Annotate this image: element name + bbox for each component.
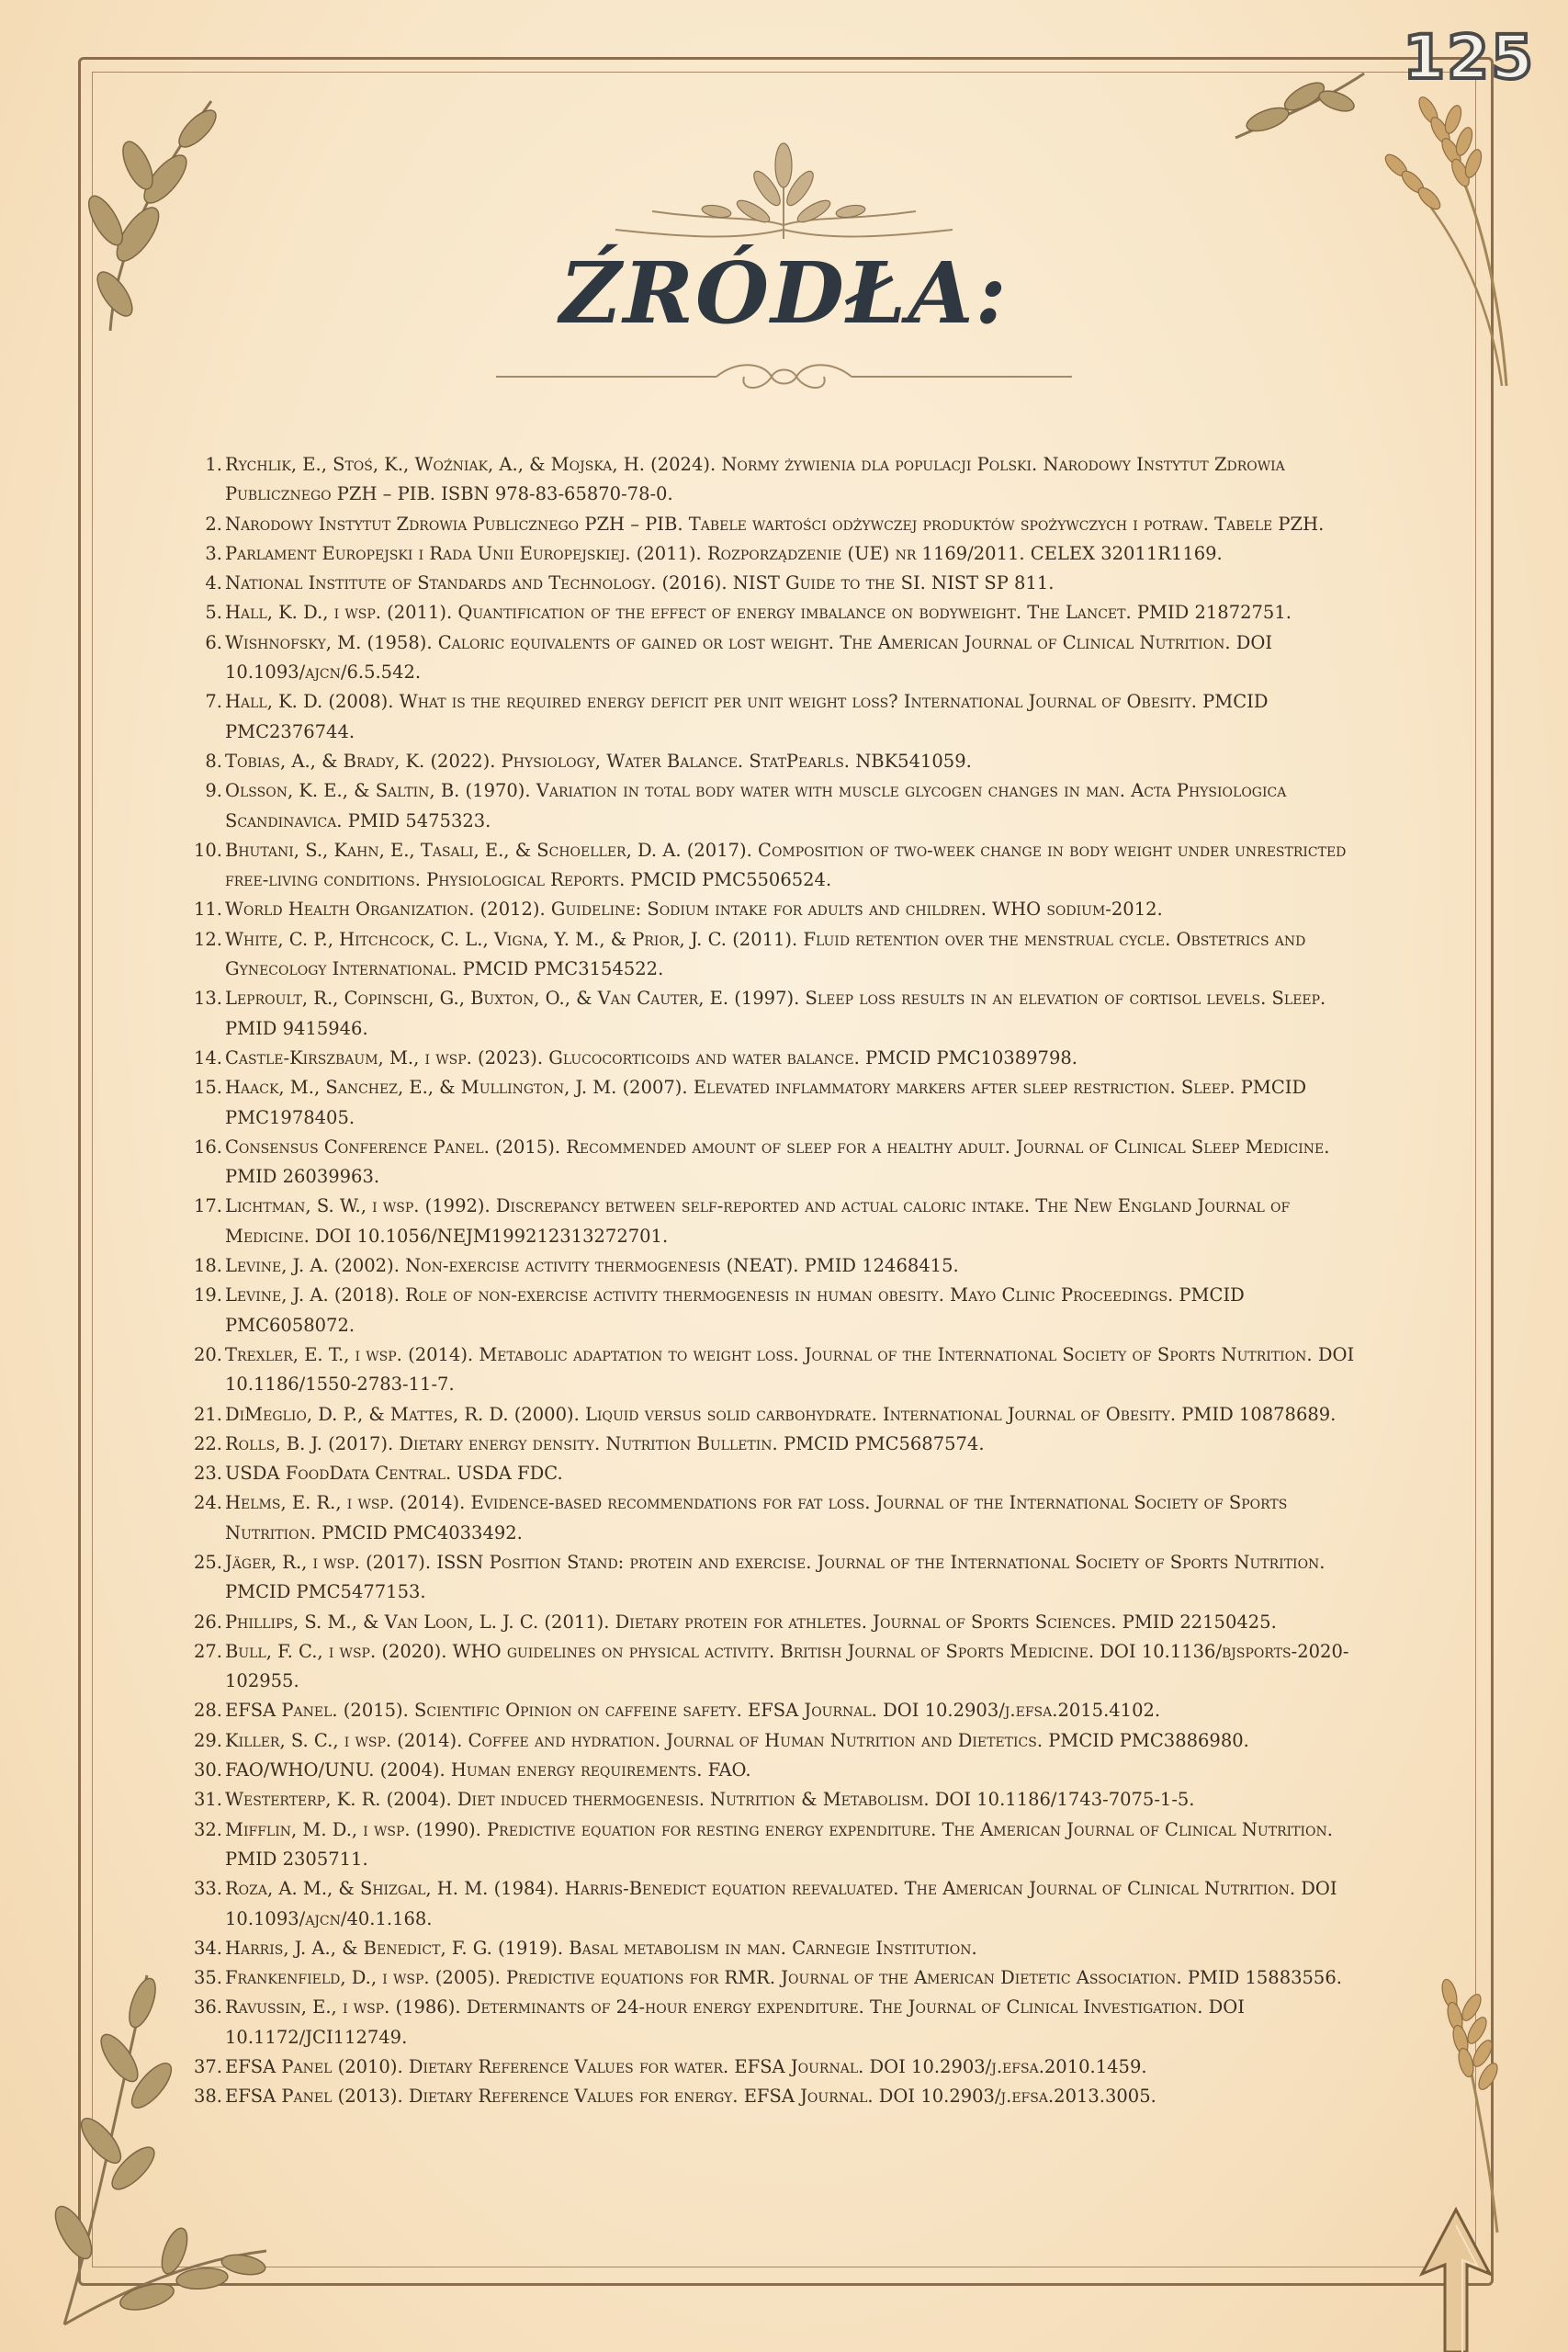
reference-number: 7. [205,691,222,713]
reference-item [184,776,1378,836]
reference-number: 5. [205,602,222,624]
reference-text: Westerterp, K. R. (2004). Diet induced thermogenesis. Nutrition & Metabolism. DOI 10.1186/1743-7075-1-5. [225,1789,1195,1811]
reference-item [184,1073,1378,1133]
reference-item [184,1934,1378,1963]
reference-item [184,895,1378,924]
reference-number: 24. [193,1492,222,1514]
reference-item [184,1281,1378,1340]
reference-number: 33. [193,1878,222,1900]
reference-text: Olsson, K. E., & Saltin, B. (1970). Variation in total body water with muscle glycogen changes in man. Acta Physiologica Scandinavica. PMID 5475323. [225,780,1287,831]
reference-item [184,984,1378,1044]
reference-item [184,510,1378,539]
reference-text: Tobias, A., & Brady, K. (2022). Physiology, Water Balance. StatPearls. NBK541059. [225,750,972,772]
wheat-top-right-icon [1369,83,1552,395]
reference-item [184,628,1378,688]
reference-item [184,1756,1378,1785]
reference-text: EFSA Panel (2013). Dietary Reference Values for energy. EFSA Journal. DOI 10.2903/j.efsa.2013.3005. [225,2086,1156,2108]
reference-text: Killer, S. C., i wsp. (2014). Coffee and hydration. Journal of Human Nutrition and Dietetics. PMCID PMC3886980. [225,1729,1249,1751]
title-divider-icon [496,356,1072,402]
reference-text: Jäger, R., i wsp. (2017). ISSN Position Stand: protein and exercise. Journal of the International Society of Sports Nutrition. PMCID PMC5477153. [225,1551,1325,1603]
reference-number: 3. [205,542,222,564]
reference-item [184,836,1378,896]
reference-number: 13. [193,988,222,1010]
reference-item [184,1696,1378,1725]
references-list [184,450,1378,2112]
reference-item [184,598,1378,628]
reference-text: Helms, E. R., i wsp. (2014). Evidence-based recommendations for fat loss. Journal of the International Society of Sports Nutrition. PMCID PMC4033492. [225,1492,1288,1544]
reference-text: Hall, K. D. (2008). What is the required energy deficit per unit weight loss? International Journal of Obesity. PMCID PMC2376744. [225,691,1269,742]
reference-item [184,687,1378,747]
reference-number: 32. [193,1818,222,1840]
reference-item [184,1192,1378,1251]
reference-text: White, C. P., Hitchcock, C. L., Vigna, Y. M., & Prior, J. C. (2011). Fluid retention over the menstrual cycle. Obstetrics and Gynecology International. PMCID PMC3154522. [225,928,1306,980]
reference-number: 19. [193,1284,222,1306]
reference-number: 8. [205,750,222,772]
arrow-up-icon[interactable] [1415,2205,1497,2352]
reference-text: Lichtman, S. W., i wsp. (1992). Discrepancy between self-reported and actual caloric intake. The New England Journal of Medicine. DOI 10.1056/NEJM199212313272701. [225,1195,1291,1247]
reference-number: 23. [193,1463,222,1485]
reference-item [184,1637,1378,1697]
reference-text: Wishnofsky, M. (1958). Caloric equivalents of gained or lost weight. The American Journal of Clinical Nutrition. DOI 10.1093/ajcn/6.5.542. [225,631,1273,684]
reference-item [184,569,1378,598]
reference-item [184,747,1378,776]
reference-text: National Institute of Standards and Technology. (2016). NIST Guide to the SI. NIST SP 811. [225,572,1055,594]
reference-number: 15. [193,1077,222,1099]
reference-text: Mifflin, M. D., i wsp. (1990). Predictive equation for resting energy expenditure. The American Journal of Clinical Nutrition. PMID 2305711. [225,1818,1333,1870]
reference-number: 9. [205,780,222,802]
reference-item [184,1726,1378,1756]
reference-item [184,1044,1378,1073]
reference-text: Levine, J. A. (2002). Non-exercise activity thermogenesis (NEAT). PMID 12468415. [225,1255,959,1277]
reference-text: Haack, M., Sanchez, E., & Mullington, J. M. (2007). Elevated inflammatory markers after sleep restriction. Sleep. PMCID PMC1978405. [225,1077,1307,1128]
reference-item [184,1993,1378,2052]
reference-item [184,1340,1378,1400]
reference-number: 1. [205,454,222,475]
wheat-bottom-right-icon [1387,1966,1543,2242]
ornament-top-center-icon [597,138,971,243]
reference-text: USDA FoodData Central. USDA FDC. [225,1463,563,1485]
reference-number: 26. [193,1611,222,1633]
reference-number: 12. [193,928,222,950]
reference-number: 30. [193,1759,222,1781]
reference-text: Trexler, E. T., i wsp. (2014). Metabolic adaptation to weight loss. Journal of the International Society of Sports Nutrition. DOI 10.1186/1550-2783-11-7. [225,1343,1355,1396]
reference-item [184,1874,1378,1934]
reference-item [184,1815,1378,1875]
reference-number: 2. [205,513,222,535]
reference-number: 4. [205,572,222,594]
reference-text: Parlament Europejski i Rada Unii Europejskiej. (2011). Rozporządzenie (UE) nr 1169/2011. CELEX 32011R1169. [225,542,1223,564]
reference-item [184,1963,1378,1993]
reference-text: Hall, K. D., i wsp. (2011). Quantification of the effect of energy imbalance on bodyweight. The Lancet. PMID 21872751. [225,602,1292,624]
reference-text: Bull, F. C., i wsp. (2020). WHO guidelines on physical activity. British Journal of Sports Medicine. DOI 10.1136/bjsports-2020-102955. [225,1640,1349,1692]
reference-text: Rolls, B. J. (2017). Dietary energy density. Nutrition Bulletin. PMCID PMC5687574. [225,1432,985,1454]
reference-number: 20. [193,1343,222,1365]
reference-number: 6. [205,631,222,653]
reference-number: 17. [193,1195,222,1217]
reference-number: 18. [193,1255,222,1277]
reference-text: EFSA Panel (2010). Dietary Reference Values for water. EFSA Journal. DOI 10.2903/j.efsa.2010.1459. [225,2056,1147,2078]
reference-number: 31. [193,1789,222,1811]
leaf-branch-bottom-left-icon [37,1957,276,2343]
reference-item [184,925,1378,985]
reference-text: World Health Organization. (2012). Guideline: Sodium intake for adults and children. WHO sodium-2012. [225,899,1163,921]
reference-number: 29. [193,1729,222,1751]
page-title: ŹRÓDŁA: [559,243,1009,343]
reference-text: Levine, J. A. (2018). Role of non-exercise activity thermogenesis in human obesity. Mayo Clinic Proceedings. PMCID PMC6058072. [225,1284,1245,1336]
reference-text: Castle-Kirszbaum, M., i wsp. (2023). Glucocorticoids and water balance. PMCID PMC10389798. [225,1046,1077,1069]
reference-text: Roza, A. M., & Shizgal, H. M. (1984). Harris-Benedict equation reevaluated. The American Journal of Clinical Nutrition. DOI 10.1093/ajcn/40.1.168. [225,1878,1337,1929]
reference-number: 36. [193,1996,222,2018]
leaf-branch-top-right-icon [1231,64,1369,147]
reference-item [184,2052,1378,2082]
reference-text: FAO/WHO/UNU. (2004). Human energy requirements. FAO. [225,1759,751,1781]
reference-item [184,450,1378,510]
reference-text: DiMeglio, D. P., & Mattes, R. D. (2000). Liquid versus solid carbohydrate. International Journal of Obesity. PMID 10878689. [225,1403,1337,1425]
reference-number: 11. [193,899,222,921]
reference-number: 28. [193,1700,222,1722]
reference-item [184,1133,1378,1193]
reference-text: Narodowy Instytut Zdrowia Publicznego PZH – PIB. Tabele wartości odżywczej produktów spożywczych i potraw. Tabele PZH. [225,513,1325,535]
page-number: 125 [1403,22,1535,93]
reference-number: 14. [193,1046,222,1069]
reference-item [184,1430,1378,1459]
reference-item [184,1459,1378,1488]
reference-text: Rychlik, E., Stoś, K., Woźniak, A., & Mojska, H. (2024). Normy żywienia dla populacji Polski. Narodowy Instytut Zdrowia Publicznego PZH – PIB. ISBN 978-83-65870-78-0. [225,454,1285,505]
reference-text: Phillips, S. M., & Van Loon, L. J. C. (2011). Dietary protein for athletes. Journal of Sports Sciences. PMID 22150425. [225,1611,1277,1633]
reference-number: 37. [193,2056,222,2078]
reference-item [184,2082,1378,2111]
reference-text: EFSA Panel. (2015). Scientific Opinion on caffeine safety. EFSA Journal. DOI 10.2903/j.efsa.2015.4102. [225,1700,1161,1722]
reference-number: 38. [193,2086,222,2108]
reference-number: 34. [193,1937,222,1959]
reference-number: 16. [193,1136,222,1158]
reference-item [184,1251,1378,1281]
reference-item [184,539,1378,569]
reference-text: Consensus Conference Panel. (2015). Recommended amount of sleep for a healthy adult. Journal of Clinical Sleep Medicine. PMID 26039963. [225,1136,1330,1188]
reference-text: Frankenfield, D., i wsp. (2005). Predictive equations for RMR. Journal of the American Dietetic Association. PMID 15883556. [225,1967,1342,1989]
reference-number: 25. [193,1551,222,1573]
reference-item [184,1548,1378,1608]
reference-item [184,1608,1378,1637]
reference-text: Leproult, R., Copinschi, G., Buxton, O., & Van Cauter, E. (1997). Sleep loss results in an elevation of cortisol levels. Sleep. PMID 9415946. [225,988,1326,1039]
reference-text: Harris, J. A., & Benedict, F. G. (1919). Basal metabolism in man. Carnegie Institution. [225,1937,977,1959]
reference-item [184,1488,1378,1548]
reference-number: 21. [193,1403,222,1425]
reference-number: 27. [193,1640,222,1662]
reference-number: 22. [193,1432,222,1454]
reference-text: Bhutani, S., Kahn, E., Tasali, E., & Schoeller, D. A. (2017). Composition of two-week change in body weight under unrestricted free-living conditions. Physiological Reports. PMCID PMC5506524. [225,839,1347,891]
reference-item [184,1400,1378,1430]
reference-text: Ravussin, E., i wsp. (1986). Determinants of 24-hour energy expenditure. The Journal of Clinical Investigation. DOI 10.1172/JCI112749. [225,1996,1245,2048]
reference-number: 35. [193,1967,222,1989]
reference-item [184,1785,1378,1815]
reference-number: 10. [193,839,222,861]
